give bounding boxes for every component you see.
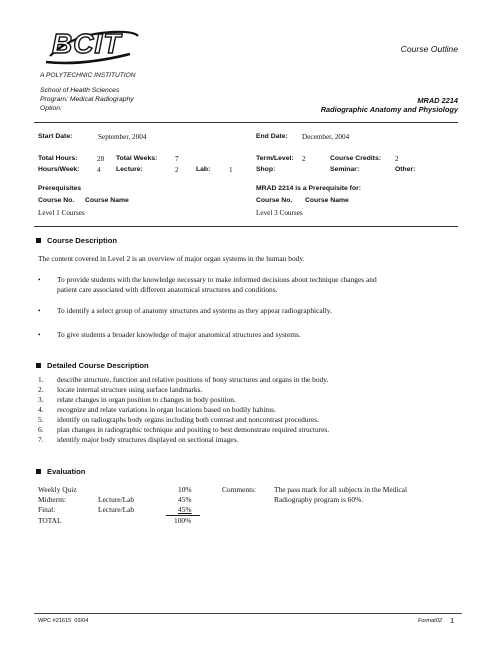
eval-pct: 100% (174, 516, 192, 525)
total-hours-value: 28 (97, 155, 105, 163)
formatted-label: Format02 (418, 618, 442, 624)
list-item-number: 4. (38, 405, 44, 414)
logo-text: BCIT (52, 28, 122, 59)
bullet-icon: • (38, 306, 41, 315)
divider (34, 122, 458, 123)
page-number: 1 (450, 616, 455, 625)
end-date-label: End Date: (256, 133, 288, 140)
eval-type: Lecture/Lab (98, 495, 135, 504)
section-bullet-icon (36, 238, 41, 243)
course-description-heading: Course Description (36, 236, 117, 245)
list-item-text: plan changes in radiographic technique and positing to best demonstrate required structures. (57, 425, 330, 434)
prereq-course-name-label: Course Name (85, 197, 129, 204)
prereq-for-course-name-label: Course Name (305, 197, 349, 204)
term-level-value: 2 (302, 155, 306, 163)
hours-week-label: Hours/Week: (38, 166, 80, 173)
eval-pct: 10% (178, 485, 192, 494)
list-item-number: 3. (38, 395, 44, 404)
school-name: School of Health Sciences (40, 87, 120, 94)
list-item-text: identify major body structures displayed on sectional images. (57, 435, 239, 444)
prereq-for-course-no-label: Course No. (256, 197, 293, 204)
eval-pct: 45% (178, 495, 192, 504)
institution-tagline: A POLYTECHNIC INSTITUTION (40, 72, 136, 79)
total-weeks-label: Total Weeks: (116, 155, 158, 162)
eval-item: TOTAL (38, 516, 62, 525)
form-code: WPC #21615 03/04 (38, 618, 89, 624)
doc-type: Course Outline (400, 44, 458, 54)
course-code: MRAD 2214 (417, 96, 458, 105)
list-item-number: 2. (38, 385, 44, 394)
total-hours-label: Total Hours: (38, 155, 78, 162)
start-date-value: September, 2004 (98, 133, 147, 141)
evaluation-heading: Evaluation (36, 467, 85, 476)
prereq-course-no-label: Course No. (38, 197, 75, 204)
start-date-label: Start Date: (38, 133, 73, 140)
list-item-text: relate changes in organ position to changes in body position. (57, 395, 236, 404)
prereq-for-label: MRAD 2214 is a Prerequisite for: (256, 185, 362, 192)
detailed-description-heading: Detailed Course Description (36, 361, 149, 370)
course-description-intro: The content covered in Level 2 is an overview of major organ systems in the human body. (38, 254, 305, 263)
list-item-text: describe structure, function and relative positions of bony structures and organs in the body. (57, 375, 329, 384)
eval-pct: 45% (178, 505, 192, 514)
lab-value: 1 (229, 166, 233, 174)
list-item-number: 6. (38, 425, 44, 434)
prereq-for-value: Level 3 Courses (256, 209, 303, 217)
hours-week-value: 4 (97, 166, 101, 174)
lab-label: Lab: (196, 166, 211, 173)
comments-line: Radiography program is 60%. (274, 495, 364, 504)
bullet-icon: • (38, 330, 41, 339)
prereq-label: Prerequisites (38, 185, 82, 192)
lecture-value: 2 (175, 166, 179, 174)
list-item: • To provide students with the knowledge necessary to make informed decisions about technique changes and patient care associated with different anatomical structures and conditions. (38, 275, 377, 294)
list-item: • To identify a select group of anatomy structures and systems as they appear radiographically. (38, 306, 332, 315)
section-bullet-icon (36, 363, 41, 368)
eval-type: Lecture/Lab (98, 505, 135, 514)
comments-label: Comments: (222, 485, 257, 494)
section-bullet-icon (36, 469, 41, 474)
end-date-value: December, 2004 (302, 133, 350, 141)
eval-item: Final: (38, 505, 56, 514)
course-credits-label: Course Credits: (330, 155, 381, 162)
other-label: Other: (395, 166, 416, 173)
list-item-number: 1. (38, 375, 44, 384)
divider (34, 226, 458, 227)
list-item-text: identify on radiographs body organs including both contrast and noncontrast procedures. (57, 415, 319, 424)
list-item-number: 7. (38, 435, 44, 444)
course-credits-value: 2 (395, 155, 399, 163)
course-title: Radiographic Anatomy and Physiology (320, 105, 458, 114)
list-item-number: 5. (38, 415, 44, 424)
eval-item: Weekly Quiz (38, 485, 77, 494)
program-name: Program: Medical Radiography (40, 96, 134, 103)
option-label: Option: (40, 105, 62, 112)
term-level-label: Term/Level: (256, 155, 294, 162)
eval-item: Midterm: (38, 495, 66, 504)
total-weeks-value: 7 (175, 155, 179, 163)
bcit-logo (42, 26, 142, 74)
prereq-value: Level 1 Courses (38, 209, 85, 217)
comments-line: The pass mark for all subjects in the Medical (274, 485, 407, 494)
bullet-icon: • (38, 275, 41, 284)
shop-label: Shop: (256, 166, 276, 173)
list-item-text: locate internal structure using surface landmarks. (57, 385, 203, 394)
list-item-text: recognize and relate variations in organ locations based on bodily habitus. (57, 405, 276, 414)
list-item: • To give students a broader knowledge of major anatomical structures and systems. (38, 330, 301, 339)
seminar-label: Seminar: (330, 166, 360, 173)
lecture-label: Lecture: (116, 166, 143, 173)
footer-divider (34, 613, 462, 614)
